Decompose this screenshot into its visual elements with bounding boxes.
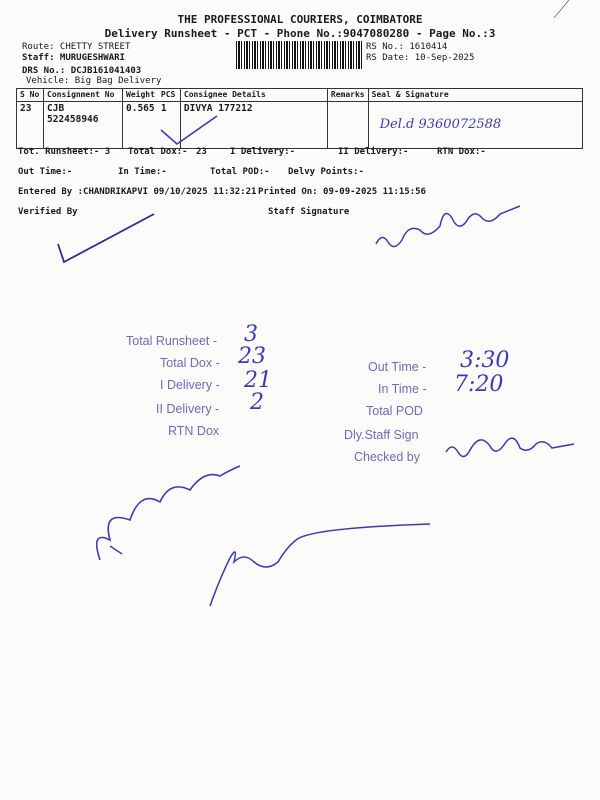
- stamp-dly-staff-sign-label: Dly.Staff Sign: [344, 428, 419, 442]
- printed-on: Printed On: 09-09-2025 11:15:56: [258, 187, 426, 197]
- stamp-i-delivery-label: I Delivery -: [160, 378, 220, 392]
- staff-label: Staff: MURUGESHWARI: [22, 53, 125, 63]
- cell-consignment: CJB 522458946: [44, 102, 123, 149]
- col-consignment: Consignment No: [44, 89, 123, 102]
- col-weight: Weight: [123, 89, 158, 102]
- cell-remarks: [327, 102, 368, 149]
- in-time-label: In Time:-: [118, 167, 167, 177]
- col-pcs: PCS: [158, 89, 181, 102]
- bottom-signature-scribble: [200, 518, 440, 618]
- stamp-in-time-value: 7:20: [454, 372, 504, 397]
- stamp-i-delivery-value: 21: [244, 368, 272, 393]
- runsheet-subtitle: Delivery Runsheet - PCT - Phone No.:9047080280 - Page No.:3: [104, 27, 496, 40]
- stamp-total-pod-label: Total POD: [366, 404, 423, 418]
- entered-by: Entered By :CHANDRIKAPVI 09/10/2025 11:32:21: [18, 187, 257, 197]
- company-title: THE PROFESSIONAL COURIERS, COIMBATORE: [177, 13, 423, 26]
- col-seal-signature: Seal & Signature: [368, 89, 582, 102]
- out-time-label: Out Time:-: [18, 167, 73, 177]
- rs-number: RS No.: 1610414: [366, 42, 448, 52]
- stamp-ii-delivery-value: 2: [250, 390, 264, 415]
- ii-delivery-label: II Delivery:-: [338, 147, 409, 157]
- stamp-checked-by-label: Checked by: [354, 450, 421, 464]
- stamp-total-runsheet-value: 3: [244, 322, 258, 347]
- table-row: [17, 102, 583, 149]
- col-sno: S No: [17, 89, 44, 102]
- stamp-ii-delivery-label: II Delivery -: [156, 402, 220, 416]
- drs-label: DRS No.: DCJB161041403: [22, 66, 142, 76]
- cell-pcs: 1: [158, 102, 181, 149]
- check-mark-row: [155, 112, 225, 152]
- barcode: [236, 41, 362, 69]
- cell-sno: 23: [17, 102, 44, 149]
- route-label: Route: CHETTY STREET: [22, 42, 131, 52]
- col-remarks: Remarks: [327, 89, 368, 102]
- stamp-total-dox-label: Total Dox -: [160, 356, 220, 370]
- table-header-row: [17, 89, 583, 102]
- stamp-rtn-dox-label: RTN Dox: [168, 424, 220, 438]
- handwritten-delivery-note: Del.d 9360072588: [379, 117, 502, 132]
- tot-runsheet: Tot. Runsheet:- 3: [18, 147, 111, 157]
- stamp-total-runsheet-label: Total Runsheet -: [126, 334, 218, 348]
- vehicle-label: Vehicle: Big Bag Delivery: [26, 76, 162, 86]
- cell-consignee: DIVYA 177212: [180, 102, 327, 149]
- rs-date: RS Date: 10-Sep-2025: [366, 53, 475, 63]
- stamp-total-dox-value: 23: [238, 344, 266, 369]
- stamp-out-time-label: Out Time -: [368, 360, 427, 374]
- dly-staff-signature-scribble: [440, 424, 580, 464]
- total-dox-value: 23: [196, 147, 207, 157]
- staff-signature-scribble: [370, 196, 530, 256]
- verified-check-mark: [50, 210, 160, 270]
- col-consignee: Consignee Details: [180, 89, 327, 102]
- runsheet-table: [16, 88, 583, 149]
- total-pod-label: Total POD:-: [210, 167, 270, 177]
- rtn-dox-label: RTN Dox:-: [437, 147, 486, 157]
- cell-seal: [368, 102, 582, 149]
- verified-by-label: Verified By: [18, 207, 78, 217]
- total-dox-label: Total Dox:-: [128, 147, 188, 157]
- stamp-in-time-label: In Time -: [378, 382, 427, 396]
- stamp-out-time-value: 3:30: [460, 348, 510, 373]
- staff-signature-label: Staff Signature: [268, 207, 350, 217]
- cell-weight: 0.565: [123, 102, 158, 149]
- delvy-points-label: Delvy Points:-: [288, 167, 364, 177]
- i-delivery-label: I Delivery:-: [230, 147, 296, 157]
